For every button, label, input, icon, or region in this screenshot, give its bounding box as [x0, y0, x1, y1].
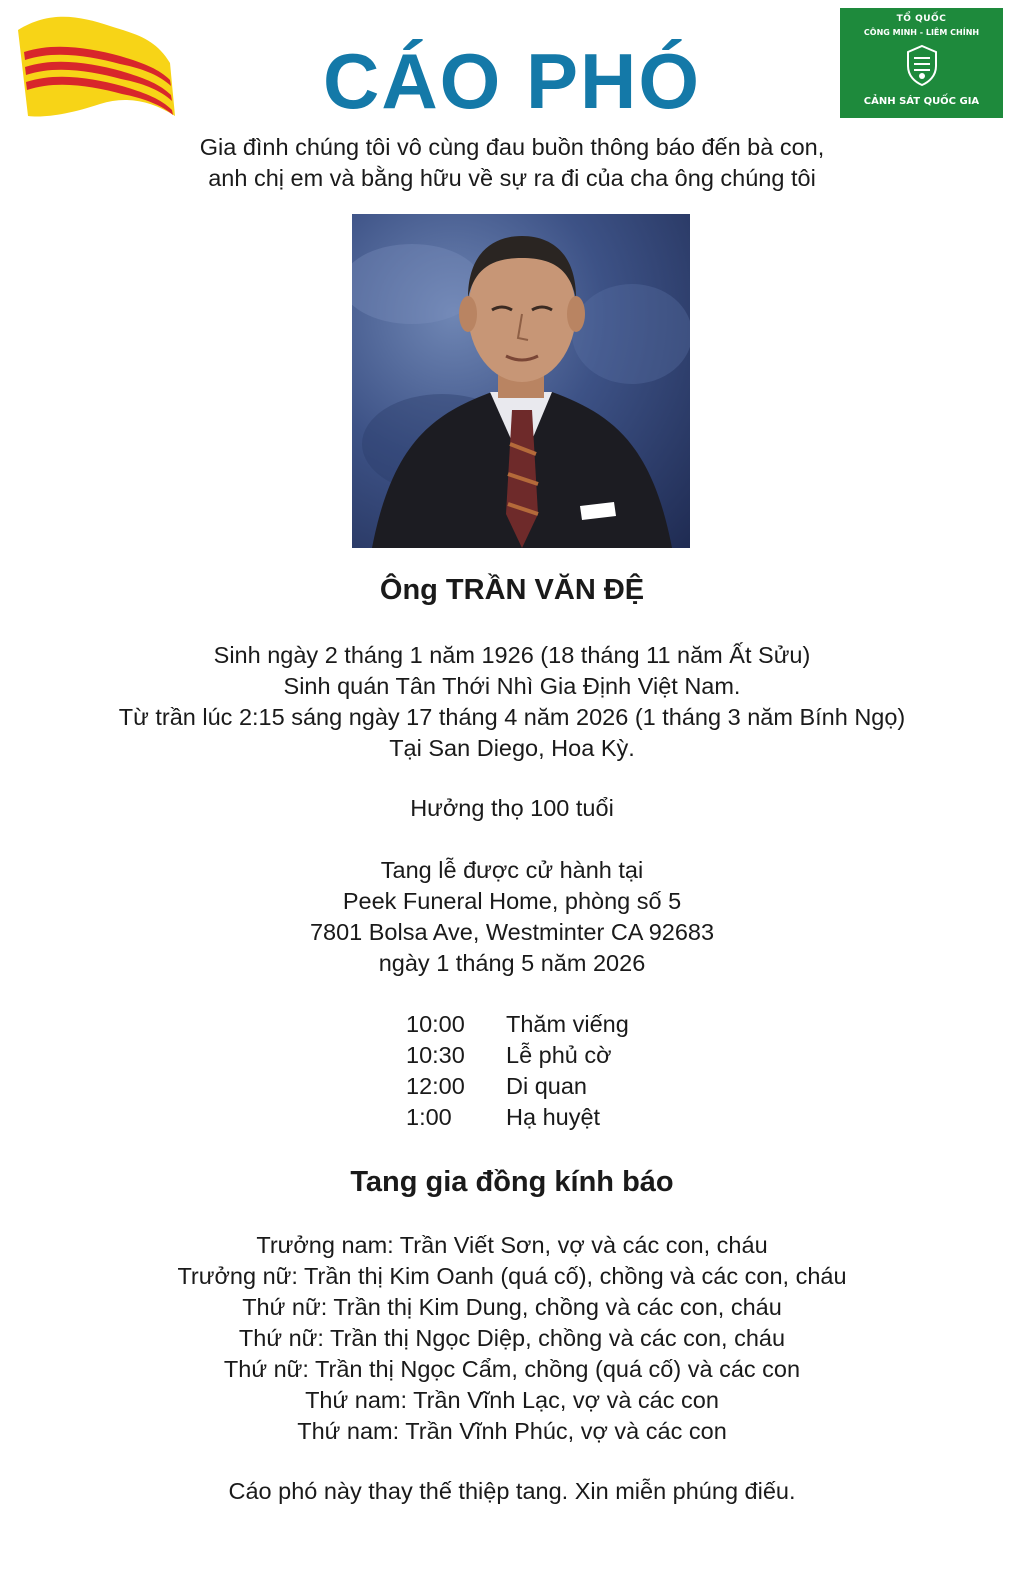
schedule-row [406, 1071, 726, 1102]
family-member: Thứ nữ: Trần thị Kim Dung, chồng và các con, cháu [242, 1294, 782, 1320]
service-intro: Tang lễ được cử hành tại [380, 857, 644, 883]
schedule-event: Lễ phủ cờ [506, 1042, 612, 1068]
birth-date: Sinh ngày 2 tháng 1 năm 1926 (18 tháng 11 năm Ất Sửu) [213, 642, 811, 668]
schedule-row [406, 1040, 726, 1071]
service-venue: Peek Funeral Home, phòng số 5 [342, 888, 682, 914]
schedule-time: 1:00 [406, 1104, 452, 1130]
service-details [0, 855, 1024, 979]
portrait-illustration [352, 214, 690, 548]
badge-org-name: CẢNH SÁT QUỐC GIA [863, 96, 980, 107]
schedule-row [406, 1102, 726, 1133]
family-member: Trưởng nữ: Trần thị Kim Oanh (quá cố), chồng và các con, cháu [177, 1263, 847, 1289]
intro-line: anh chị em và bằng hữu về sự ra đi của cha ông chúng tôi [208, 165, 816, 191]
family-member: Thứ nam: Trần Vĩnh Phúc, vợ và các con [297, 1418, 727, 1444]
service-date: ngày 1 tháng 5 năm 2026 [378, 950, 646, 976]
death-place: Tại San Diego, Hoa Kỳ. [389, 735, 635, 761]
schedule-time: 12:00 [406, 1073, 465, 1099]
intro-text [0, 132, 1024, 194]
service-address: 7801 Bolsa Ave, Westminter CA 92683 [309, 919, 715, 945]
schedule-time: 10:30 [406, 1042, 465, 1068]
birth-place: Sinh quán Tân Thới Nhì Gia Định Việt Nam. [283, 673, 741, 699]
schedule-event: Di quan [506, 1073, 587, 1099]
intro-line: Gia đình chúng tôi vô cùng đau buồn thông báo đến bà con, [199, 134, 825, 160]
service-schedule [406, 1009, 726, 1133]
page-title: CÁO PHÓ [322, 37, 702, 125]
family-member: Thứ nam: Trần Vĩnh Lạc, vợ và các con [305, 1387, 719, 1413]
badge-motto-top: TỔ QUỐC [896, 14, 947, 24]
age-text: Hưởng thọ 100 tuổi [410, 795, 614, 821]
family-heading: Tang gia đồng kính báo [350, 1166, 674, 1198]
closing-note: Cáo phó này thay thế thiệp tang. Xin miễn phúng điếu. [228, 1478, 796, 1504]
portrait-photo [352, 214, 690, 548]
life-details [0, 640, 1024, 764]
family-list [0, 1230, 1024, 1447]
family-member: Trưởng nam: Trần Viết Sơn, vợ và các con, cháu [256, 1232, 768, 1258]
schedule-event: Hạ huyệt [506, 1104, 601, 1130]
badge-motto-arc: CÔNG MINH - LIÊM CHÍNH [863, 28, 980, 37]
death-date: Từ trần lúc 2:15 sáng ngày 17 tháng 4 năm 2026 (1 tháng 3 năm Bính Ngọ) [118, 704, 906, 730]
schedule-time: 10:00 [406, 1011, 465, 1037]
family-member: Thứ nữ: Trần thị Ngọc Diệp, chồng và các con, cháu [238, 1325, 786, 1351]
family-member: Thứ nữ: Trần thị Ngọc Cẩm, chồng (quá cố) và các con [223, 1356, 801, 1382]
schedule-row [406, 1009, 726, 1040]
deceased-name: Ông TRẦN VĂN ĐỆ [379, 574, 645, 606]
schedule-event: Thăm viếng [506, 1011, 629, 1037]
